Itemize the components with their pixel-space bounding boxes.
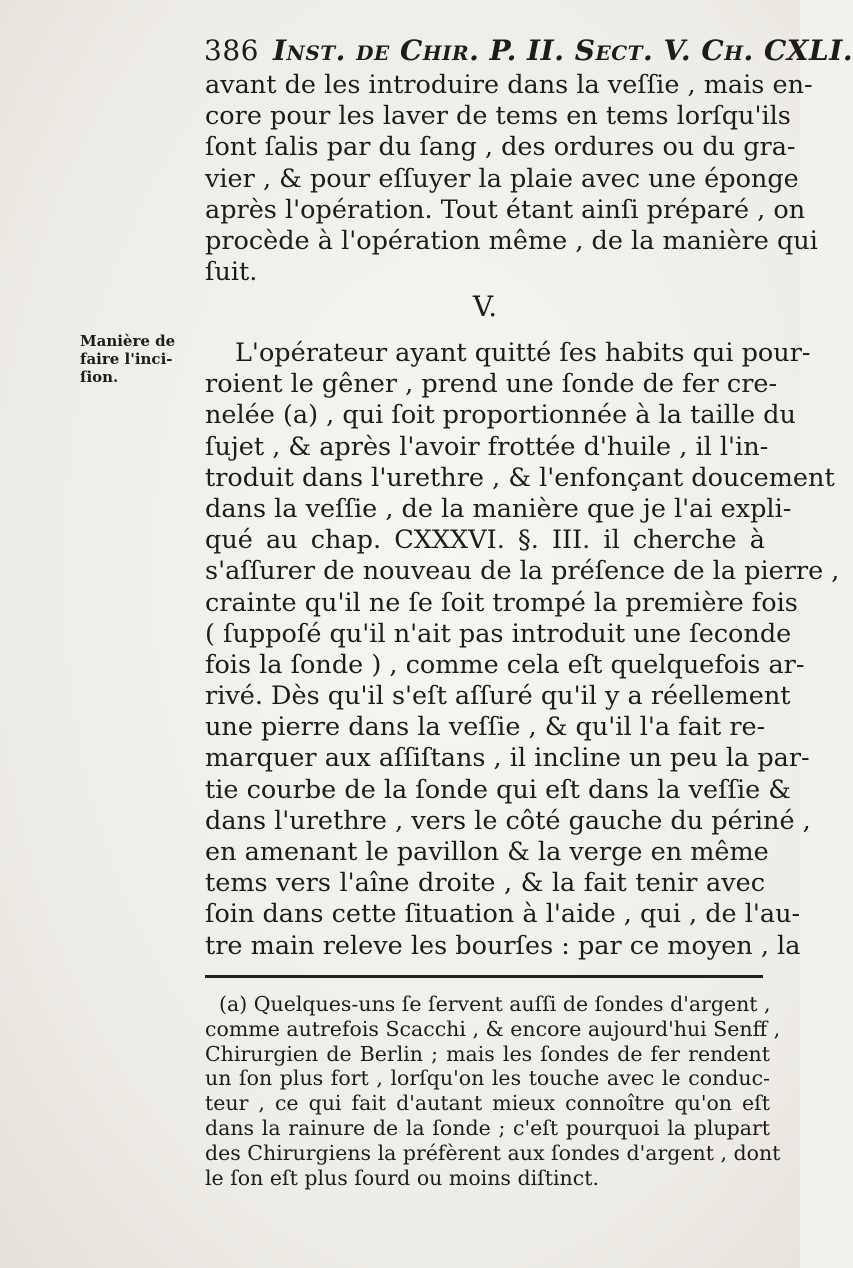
text-line: procède à l'opération même , de la manière qui — [205, 225, 818, 256]
text-line: ſont ſalis par du ſang , des ordures ou du gra- — [205, 132, 796, 163]
text-line: roient le gêner , prend une ſonde de fer cre- — [205, 369, 778, 400]
text-line: L'opérateur ayant quitté ſes habits qui pour- — [235, 338, 811, 368]
text-line: tie courbe de la ſonde qui eſt dans la veſſie & — [205, 774, 792, 805]
footnote-divider — [205, 975, 763, 978]
text-line: marquer aux aſſiſtans , il incline un peu la par- — [205, 743, 810, 774]
text-line: en amenant le pavillon & la verge en même — [205, 837, 769, 867]
text-line: une pierre dans la veſſie , & qu'il l'a fait re- — [205, 712, 766, 743]
footnote — [205, 992, 781, 1190]
text-line: qué au chap. CXXXVI. §. III. il cherche à — [205, 525, 765, 556]
text-line: vier , & pour eſſuyer la plaie avec une éponge — [205, 163, 799, 194]
text-line: dans l'urethre , vers le côté gauche du périné , — [205, 805, 811, 836]
text-line: dans la veſſie , de la manière que je l'ai expli- — [205, 493, 792, 524]
text-line: tems vers l'aîne droite , & la fait tenir avec — [205, 868, 765, 899]
margin-note — [80, 332, 210, 386]
footnote-line: un ſon plus fort , lorſqu'on les touche avec le conduc- — [205, 1066, 770, 1091]
text-line: crainte qu'il ne ſe ſoit trompé la première fois — [205, 587, 798, 618]
footnote-line: des Chirurgiens la préfèrent aux ſondes d'argent , dont — [205, 1140, 781, 1165]
main-paragraph-first-line — [235, 338, 811, 369]
text-line: ſoin dans cette ſituation à l'aide , qui , de l'au- — [205, 899, 801, 930]
section-number: V. — [472, 290, 498, 323]
text-line: nelée (a) , qui ſoit proportionnée à la taille du — [205, 400, 796, 431]
text-line: ſuit. — [205, 257, 258, 288]
footnote-line: Chirurgien de Berlin ; mais les ſondes de fer rendent — [205, 1041, 770, 1066]
footnote-line: dans la rainure de la ſonde ; c'eſt pourquoi la plupart — [205, 1115, 770, 1140]
footnote-line: le ſon eſt plus ſourd ou moins diſtinct. — [205, 1165, 599, 1190]
text-line: tre main releve les bourſes : par ce moyen , la — [205, 930, 801, 961]
margin-note-line: faire l'inci- — [80, 350, 173, 368]
text-line: s'aſſurer de nouveau de la préſence de la pierre , — [205, 556, 840, 587]
text-line: ( ſuppoſé qu'il n'ait pas introduit une ſeconde — [205, 618, 792, 649]
text-line: troduit dans l'urethre , & l'enfonçant doucement — [205, 462, 835, 493]
text-line: fois la ſonde ) , comme cela eſt quelquefois ar- — [205, 649, 805, 680]
text-line: après l'opération. Tout étant ainſi préparé , on — [205, 194, 806, 225]
footnote-line: comme autrefois Scacchi , & encore aujourd'hui Senff , — [205, 1016, 781, 1041]
running-title: Inst. de Chir. P. II. Sect. V. Ch. CXLI. — [272, 34, 853, 67]
text-line: ſujet , & après l'avoir frottée d'huile , il l'in- — [205, 431, 769, 462]
footnote-line: (a) Quelques-uns ſe ſervent auſſi de ſondes d'argent , — [219, 992, 771, 1016]
footnote-line: teur , ce qui fait d'autant mieux connoître qu'on eſt — [205, 1091, 770, 1116]
text-line: rivé. Dès qu'il s'eſt aſſuré qu'il y a réellement — [205, 681, 791, 712]
margin-note-line: ſion. — [80, 368, 119, 386]
page-number: 386 — [204, 34, 259, 67]
margin-note-line: Manière de — [80, 332, 176, 350]
top-paragraph — [205, 70, 818, 288]
text-line: core pour les laver de tems en tems lorſqu'ils — [205, 101, 791, 132]
text-line: avant de les introduire dans la veſſie , mais en- — [205, 70, 813, 100]
main-paragraph — [205, 369, 840, 962]
page-header — [204, 34, 853, 67]
